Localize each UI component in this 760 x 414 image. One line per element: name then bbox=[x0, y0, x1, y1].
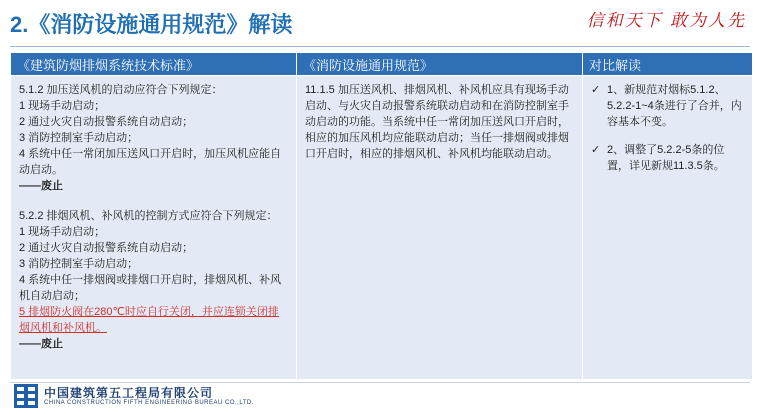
table-row bbox=[11, 76, 753, 380]
clause-5-2-2: 5.2.2 排烟风机、补风机的控制方式应符合下列规定： 1 现场手动启动； 2 通过火灾自动报警系统自动启动； 3 消防控制室手动启动； 4 系统中任一排烟阀或排烟口开启时，排烟风机、补风机自动启动； bbox=[19, 210, 282, 302]
company-name-en: CHINA CONSTRUCTION FIFTH ENGINEERING BUREAU CO.,LTD. bbox=[44, 400, 254, 406]
footer-divider bbox=[10, 382, 750, 383]
analysis-text: 2、调整了5.2.2-5条的位置，详见新规11.3.5条。 bbox=[607, 144, 725, 172]
header-new-standard: 《消防设施通用规范》 bbox=[297, 53, 583, 76]
title-divider bbox=[10, 46, 750, 47]
check-icon: ✓ bbox=[591, 144, 601, 156]
new-standard-cell bbox=[297, 76, 583, 380]
clause-5-1-2: 5.1.2 加压送风机的启动应符合下列规定： 1 现场手动启动； 2 通过火灾自动报警系统自动启动； 3 消防控制室手动启动； 4 系统中任一常闭加压送风口开启时，加压风机应能自动启动。 bbox=[19, 84, 282, 176]
header-old-standard: 《建筑防烟排烟系统技术标准》 bbox=[11, 53, 297, 76]
cscec-logo-icon bbox=[14, 384, 38, 408]
slogan: 信和天下 敢为人先 bbox=[586, 11, 746, 31]
abolished-label-2: ——废止 bbox=[19, 338, 63, 350]
header-analysis: 对比解读 bbox=[583, 53, 753, 76]
page-title: 2.《消防设施通用规范》解读 bbox=[10, 12, 293, 37]
analysis-text: 1、新规范对烟标5.1.2、5.2.2-1~4条进行了合并，内容基本不变。 bbox=[607, 84, 742, 128]
comparison-table bbox=[10, 52, 753, 380]
analysis-item bbox=[591, 82, 744, 130]
old-standard-cell bbox=[11, 76, 297, 380]
analysis-cell bbox=[583, 76, 753, 380]
clause-11-1-5: 11.1.5 加压送风机、排烟风机、补风机应具有现场手动启动、与火灾自动报警系统联动启动和在消防控制室手动启动的功能。当系统中任一常闭加压送风口开启时，相应的加压风机均应能联动启动；当任一排烟阀或排烟口开启时，相应的排烟风机、补风机均能联动启动。 bbox=[305, 84, 569, 160]
table-header-row bbox=[11, 53, 753, 76]
analysis-item bbox=[591, 142, 744, 174]
company-name-cn: 中国建筑第五工程局有限公司 bbox=[44, 386, 214, 400]
abolished-label-1: ——废止 bbox=[19, 180, 63, 192]
clause-5-2-2-item-5: 5 排烟防火阀在280℃时应自行关闭，并应连锁关闭排烟风机和补风机。 bbox=[19, 306, 279, 334]
check-icon: ✓ bbox=[591, 84, 601, 96]
